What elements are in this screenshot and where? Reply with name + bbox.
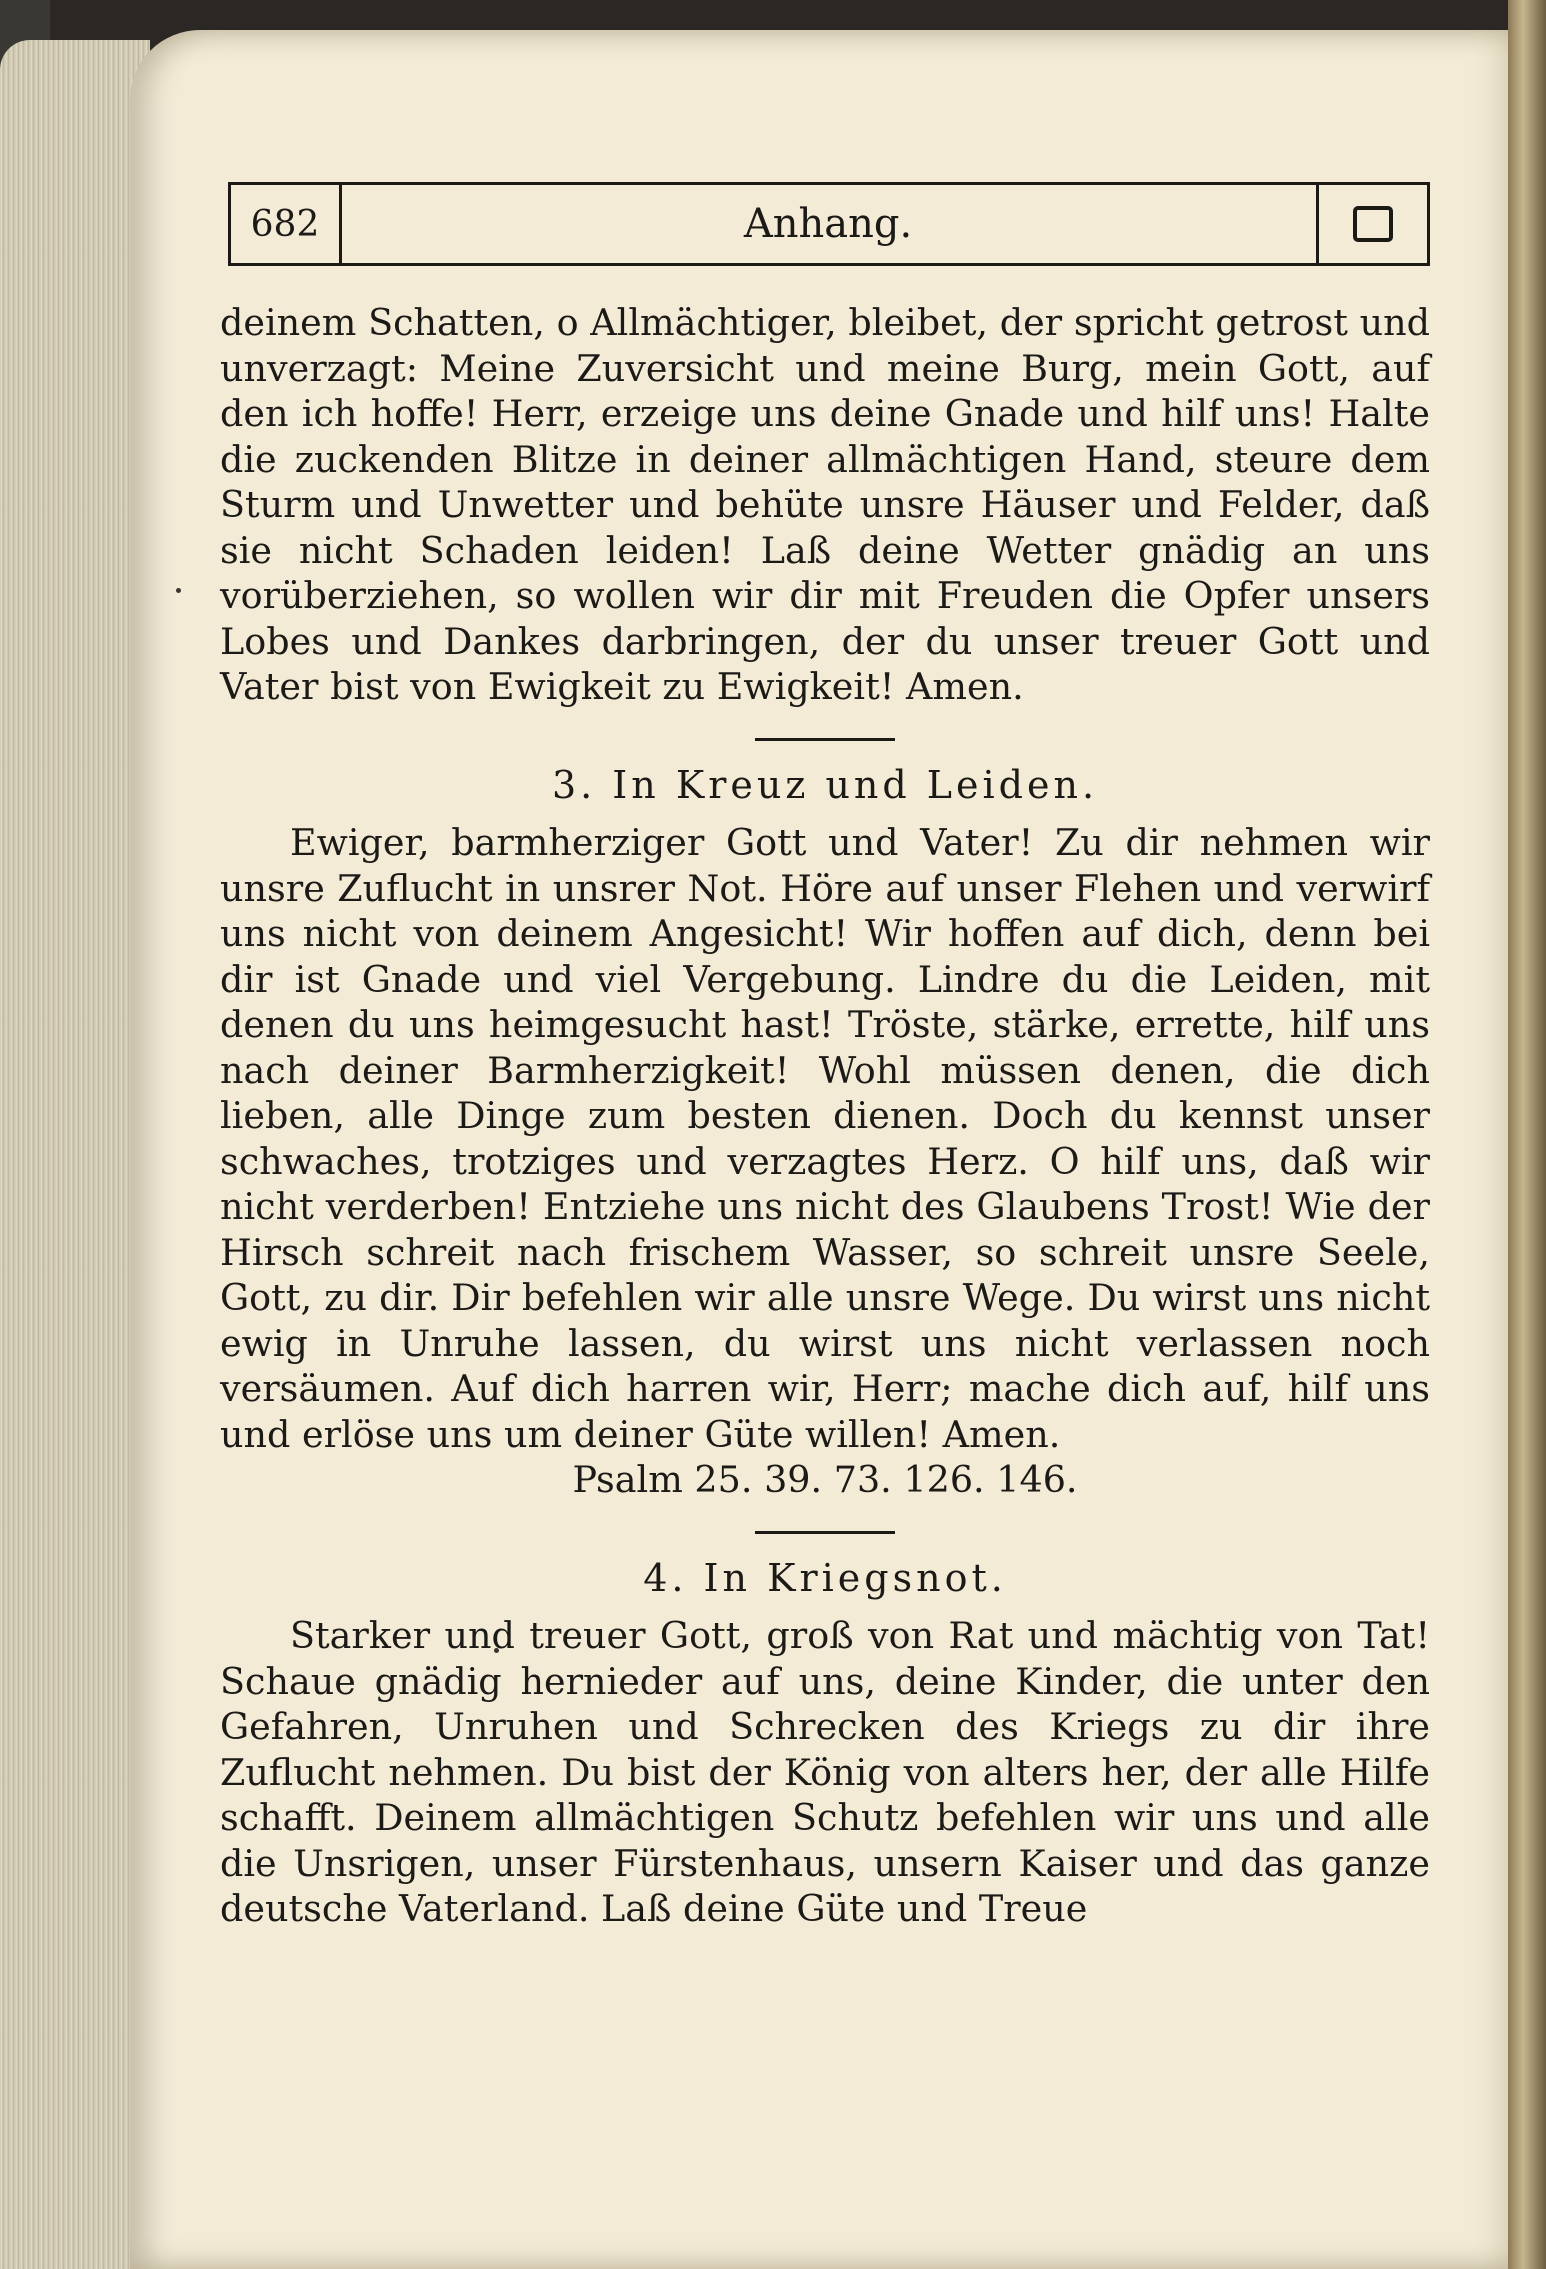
prayer-kreuz-und-leiden: Ewiger, barmherziger Gott und Vater! Zu dir nehmen wir unsre Zuflucht in unsrer Not. Höre auf unser Flehen und verwirf uns nicht von deinem Angesicht! Wir hoffen auf dich, denn bei dir ist Gnade und viel Vergebung. Lindre du die Leiden, mit denen du uns heimgesucht hast! Tröste, stärke, errette, hilf uns nach deiner Barmherzigkeit! Wohl müssen denen, die dich lieben, alle Dinge zum besten dienen. Doch du kennst unser schwaches, trotziges und verzagtes Herz. O hilf uns, daß wir nicht verderben! Entziehe uns nicht des Glaubens Trost! Wie der Hirsch schreit nach frischem Wasser, so schreit unsre Seele, Gott, zu dir. Dir befehlen wir alle unsre Wege. Du wirst uns nicht ewig in Unruhe lassen, du wirst uns nicht verlassen noch versäumen. Auf dich harren wir, Herr; mache dich auf, hilf uns und erlöse uns um deiner Güte willen! Amen. (220, 821, 1430, 1456)
psalm-reference: Psalm 25. 39. 73. 126. 146. (572, 1458, 1078, 1501)
running-title: Anhang. (743, 201, 913, 247)
section-divider (755, 738, 895, 741)
square-mark-icon (1353, 206, 1393, 242)
speck (176, 588, 181, 593)
page-body (220, 300, 1430, 1932)
header-mark-cell (1316, 185, 1430, 263)
page-stack-edge (0, 40, 150, 2269)
continuation-paragraph: deinem Schatten, o Allmächtiger, bleibet, der spricht getrost und unverzagt: Meine Zuversicht und meine Burg, mein Gott, auf den ich hoffe! Herr, erzeige uns deine Gnade und hilf uns! Halte die zuckenden Blitze in deiner allmächtigen Hand, steure dem Sturm und Unwetter und behüte unsre Häuser und Felder, daß sie nicht Schaden leiden! Laß deine Wetter gnädig an uns vorüberziehen, so wollen wir dir mit Freuden die Opfer unsers Lobes und Dankes darbringen, der du unser treuer Gott und Vater bist von Ewigkeit zu Ewigkeit! Amen. (220, 301, 1430, 708)
section-heading-3: 3. In Kreuz und Leiden. (551, 762, 1099, 807)
running-header (228, 182, 1430, 266)
section-divider (755, 1531, 895, 1534)
book-gutter (1508, 0, 1546, 2269)
prayer-kriegsnot: Starker und treuer Gott, groß von Rat und mächtig von Tat! Schaue gnädig hernieder auf uns, deine Kinder, die unter den Gefahren, Unruhen und Schrecken des Kriegs zu dir ihre Zuflucht nehmen. Du bist der König von alters her, der alle Hilfe schafft. Deinem allmächtigen Schutz befehlen wir uns und alle die Unsrigen, unser Fürstenhaus, unsern Kaiser und das ganze deutsche Vaterland. Laß deine Güte und Treue (220, 1614, 1430, 1930)
page-number: 682 (228, 185, 342, 263)
section-heading-4: 4. In Kriegsnot. (643, 1555, 1007, 1600)
